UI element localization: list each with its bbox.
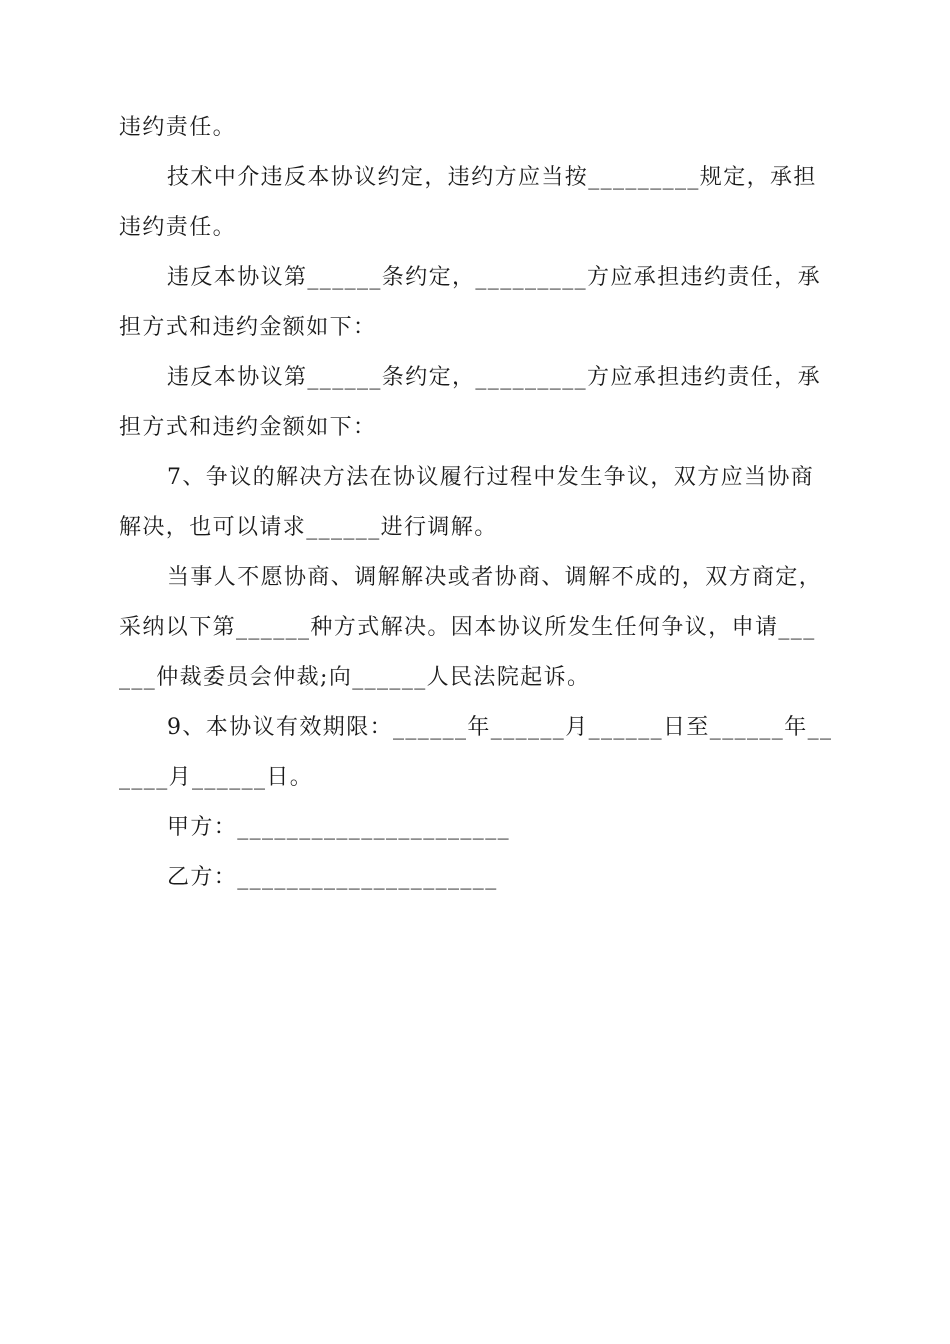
line-14: ____月______日。 <box>119 765 314 790</box>
line-4: 违反本协议第______条约定，_________方应承担违约责任，承 <box>167 265 822 290</box>
agreement-text <box>119 103 834 903</box>
line-10: 当事人不愿协商、调解解决或者协商、调解不成的，双方商定， <box>167 565 823 590</box>
line-12: ___仲裁委员会仲裁;向______人民法院起诉。 <box>119 665 591 690</box>
party-a-line: 甲方：______________________ <box>167 815 511 840</box>
line-2: 技术中介违反本协议约定，违约方应当按_________规定，承担 <box>167 165 817 190</box>
party-b-line: 乙方：_____________________ <box>167 865 498 890</box>
line-7: 担方式和违约金额如下： <box>119 415 377 440</box>
line-9: 解决，也可以请求______进行调解。 <box>119 515 498 540</box>
line-5: 担方式和违约金额如下： <box>119 315 377 340</box>
line-1: 违约责任。 <box>119 115 237 140</box>
line-6: 违反本协议第______条约定，_________方应承担违约责任，承 <box>167 365 822 390</box>
line-8: 7、争议的解决方法在协议履行过程中发生争议，双方应当协商 <box>167 465 815 490</box>
line-11: 采纳以下第______种方式解决。因本协议所发生任何争议，申请___ <box>119 615 816 640</box>
line-3: 违约责任。 <box>119 215 237 240</box>
line-13: 9、本协议有效期限：______年______月______日至______年__ <box>167 715 833 740</box>
